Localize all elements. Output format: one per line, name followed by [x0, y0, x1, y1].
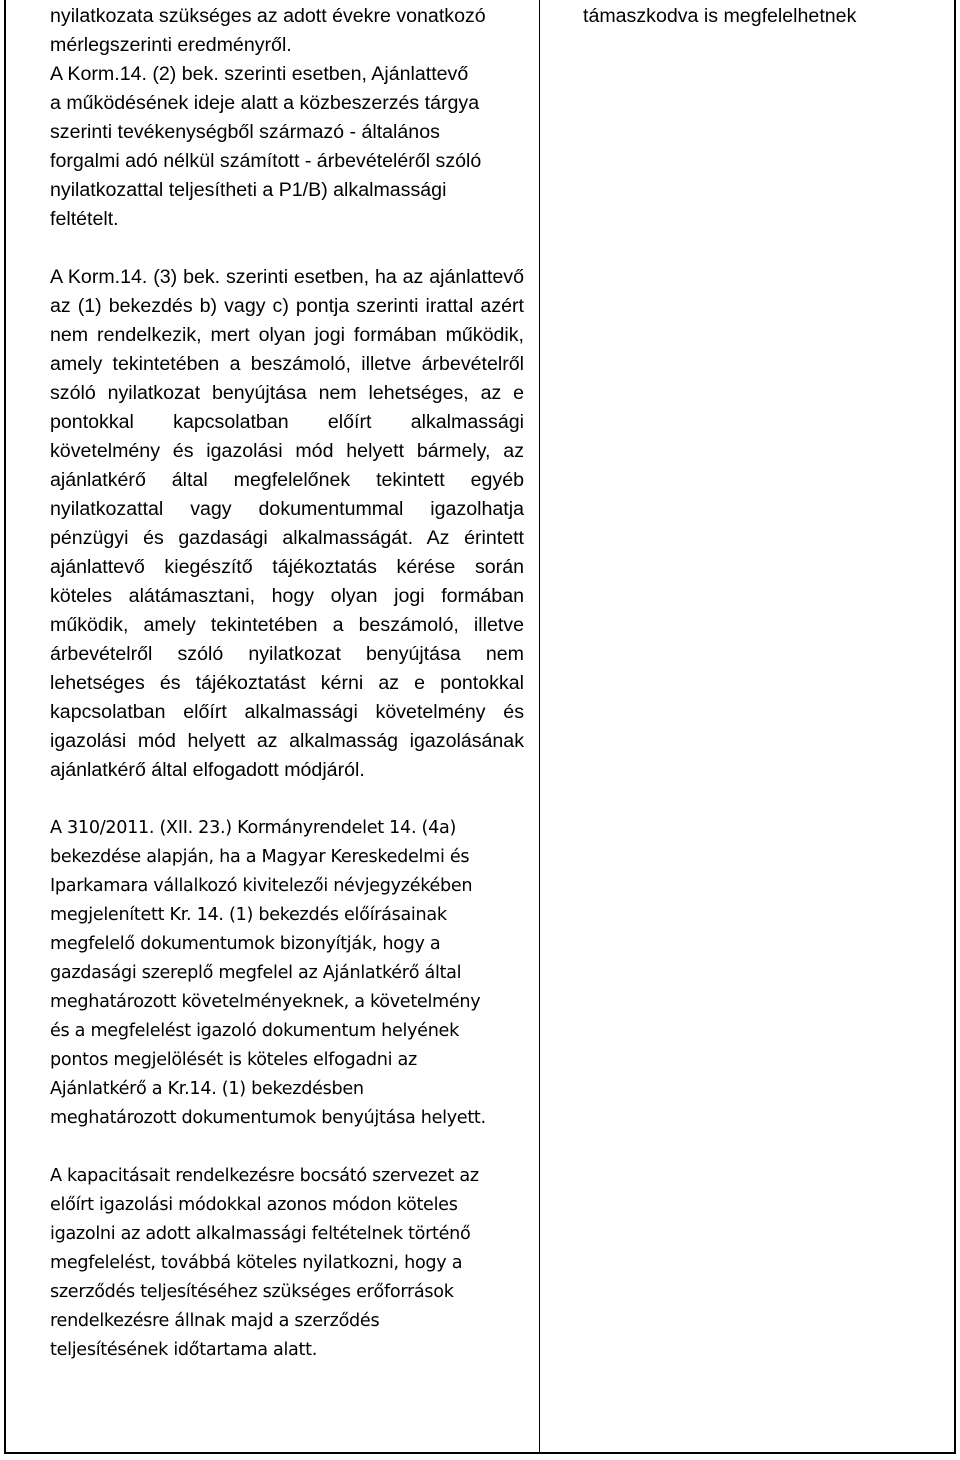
text-line: előírt igazolási módokkal azonos módon köteles	[50, 1195, 458, 1215]
text-line: a működésének ideje alatt a közbeszerzés tárgya	[50, 92, 480, 114]
text-line: A kapacitásait rendelkezésre bocsátó szervezet az	[50, 1166, 479, 1186]
text-line: A Korm.14. (2) bek. szerinti esetben, Ajánlattevő	[50, 63, 469, 85]
text-line: rendelkezésre állnak majd a szerződés	[50, 1311, 380, 1331]
text-line: A 310/2011. (XII. 23.) Kormányrendelet 14. (4a)	[50, 818, 457, 838]
text-line: pontos megjelölését is köteles elfogadni az	[50, 1050, 417, 1070]
text-line: megjelenített Kr. 14. (1) bekezdés előírásainak	[50, 905, 447, 925]
text-line: igazolni az adott alkalmassági feltételnek történő	[50, 1224, 471, 1244]
text-line: teljesítésének időtartama alatt.	[50, 1340, 318, 1360]
paragraph-korm-14-3: A Korm.14. (3) bek. szerinti esetben, ha az ajánlattevő az (1) bekezdés b) vagy c) pontja szerinti irattal azért nem rendelkezik, mert olyan jogi formában működik, amely tekintetében a beszámoló, illetve árbevételről szóló nyilatkozat benyújtása nem lehetséges, az e pontokkal kapcsolatban előírt alkalmassági követelmény és igazolási mód helyett bármely, az ajánlatkérő által megfelelőnek tekintett egyéb nyilatkozattal vagy dokumentummal igazolhatja pénzügyi és gazdasági alkalmasságát. Az érintett ajánlattevő kiegészítő tájékoztatás kérése során köteles alátámasztani, hogy olyan jogi formában működik, amely tekintetében a beszámoló, illetve árbevételről szóló nyilatkozat benyújtása nem lehetséges és tájékoztatást kérni az e pontokkal kapcsolatban előírt alkalmassági követelmény és igazolási mód helyett az alkalmasság igazolásának ajánlatkérő által elfogadott módjáról.	[50, 266, 524, 781]
text-line: nyilatkozata szükséges az adott évekre vonatkozó	[50, 5, 486, 27]
paragraph-kapacitas	[50, 1162, 524, 1365]
text-line: feltételt.	[50, 208, 119, 230]
text-line: megfelelést, továbbá köteles nyilatkozni, hogy a	[50, 1253, 463, 1273]
text-line: meghatározott követelményeknek, a követelmény	[50, 992, 481, 1012]
paragraph-korm-14-2	[50, 2, 524, 234]
text-line: Iparkamara vállalkozó kivitelezői névjegyzékében	[50, 876, 473, 896]
text-line: gazdasági szereplő megfelel az Ajánlatkérő által	[50, 963, 462, 983]
text-line: meghatározott dokumentumok benyújtása helyett.	[50, 1108, 486, 1128]
text-line: forgalmi adó nélkül számított - árbevételéről szóló	[50, 150, 482, 172]
text-line: nyilatkozattal teljesítheti a P1/B) alkalmassági	[50, 179, 447, 201]
text-line: bekezdése alapján, ha a Magyar Kereskedelmi és	[50, 847, 470, 867]
right-column	[583, 2, 943, 31]
text-line: szerinti tevékenységből származó - általános	[50, 121, 440, 143]
text-line: Ajánlatkérő a Kr.14. (1) bekezdésben	[50, 1079, 364, 1099]
right-column-text: támaszkodva is megfelelhetnek	[583, 5, 857, 27]
column-divider	[539, 0, 540, 1452]
text-line: szerződés teljesítéséhez szükséges erőforrások	[50, 1282, 454, 1302]
paragraph-kormanyrendelet-4a	[50, 814, 524, 1133]
left-column	[50, 2, 524, 1365]
text-line: és a megfelelést igazoló dokumentum helyének	[50, 1021, 459, 1041]
text-line: megfelelő dokumentumok bizonyítják, hogy a	[50, 934, 441, 954]
text-line: mérlegszerinti eredményről.	[50, 34, 292, 56]
